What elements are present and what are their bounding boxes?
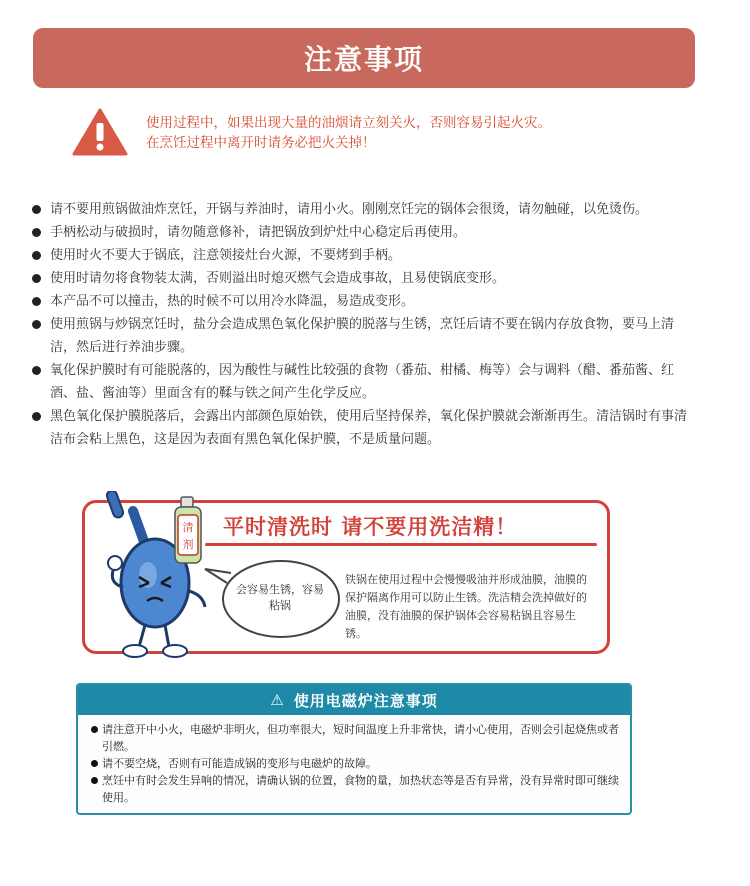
list-item: 请注意开中小火，电磁炉非明火，但功率很大，短时间温度上升非常快，请小心使用，否则会引起烧焦或者引燃。: [90, 721, 620, 755]
speech-bubble-text: 会容易生锈，容易粘锅: [236, 583, 324, 612]
list-item: 氧化保护膜时有可能脱落的，因为酸性与碱性比较强的食物（番茄、柑橘、梅等）会与调料（醋、番茄酱、红酒、盐、酱油等）里面含有的鞣与铁之间产生化学反应。: [30, 359, 695, 405]
cleaning-headline: 平时清洗时 请不要用洗洁精！: [223, 515, 518, 539]
svg-text:剂: 剂: [182, 538, 194, 551]
list-item: 请不要用煎锅做油炸烹饪，开锅与养油时，请用小火。刚刚烹饪完的锅体会很烫，请勿触碰，以免烫伤。: [30, 198, 695, 221]
warning-triangle-icon: [72, 107, 128, 157]
cleaning-warning-panel: [82, 500, 610, 654]
notes-list: [30, 198, 695, 451]
warning-line: 在烹饪过程中离开时请务必把火关掉！: [146, 135, 376, 151]
svg-text:清: 清: [182, 521, 194, 534]
list-item: 使用时请勿将食物装太满，否则溢出时熄灭燃气会造成事故，且易使锅底变形。: [30, 267, 695, 290]
warning-text: [146, 113, 551, 153]
list-item: 烹饪中有时会发生异响的情况，请确认锅的位置，食物的量，加热状态等是否有异常，没有异常时即可继续使用。: [90, 772, 620, 806]
induction-title: 使用电磁炉注意事项: [293, 691, 438, 710]
header-banner: [33, 28, 695, 88]
list-item: 本产品不可以撞击，热的时候不可以用冷水降温，易造成变形。: [30, 290, 695, 313]
page-title: 注意事项: [303, 43, 424, 76]
list-item: 手柄松动与破损时，请勿随意修补，请把锅放到炉灶中心稳定后再使用。: [30, 221, 695, 244]
induction-cooker-notes: [76, 683, 632, 815]
divider: [205, 543, 597, 546]
list-item: 黑色氧化保护膜脱落后，会露出内部颜色原始铁，使用后坚持保养，氧化保护膜就会渐渐再生。清洁锅时有事清洁布会粘上黑色，这是因为表面有黑色氧化保护膜，不是质量问题。: [30, 405, 695, 451]
cleaning-explanation: 铁锅在使用过程中会慢慢吸油并形成油膜，油膜的保护隔离作用可以防止生锈。洗洁精会洗掉做好的油膜，没有油膜的保护锅体会容易粘锅且容易生锈。: [345, 573, 587, 640]
induction-list: [78, 715, 630, 806]
warning-icon: ⚠: [270, 691, 284, 709]
list-item: 使用煎锅与炒锅烹饪时，盐分会造成黑色氧化保护膜的脱落与生锈，烹饪后请不要在锅内存放食物，要马上清洁，然后进行养油步骤。: [30, 313, 695, 359]
list-item: 使用时火不要大于锅底，注意领接灶台火源，不要烤到手柄。: [30, 244, 695, 267]
list-item: 请不要空烧，否则有可能造成锅的变形与电磁炉的故障。: [90, 755, 620, 772]
warning-line: 使用过程中，如果出现大量的油烟请立刻关火，否则容易引起火灾。: [146, 115, 551, 131]
induction-header: [78, 685, 630, 715]
